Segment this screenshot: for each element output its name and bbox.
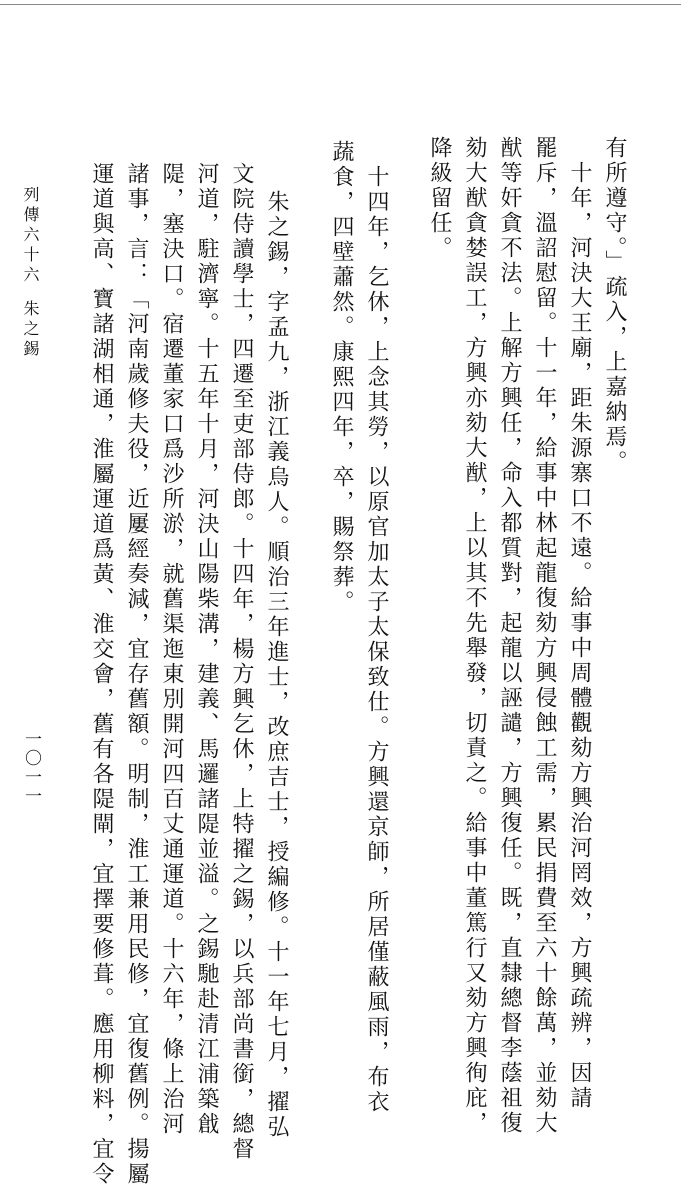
text-column-2: 十年，河決大王廟，距朱源寨口不遠。給事中周體觀劾方興治河罔效，方興疏辨，因請 — [567, 136, 592, 1111]
text-column-10: 文院侍讀學士，四遷至吏部侍郎。十四年，楊方興乞休，上特擢之錫，以兵部尚書銜，總督 — [229, 162, 254, 1162]
text-column-13: 諸事，言：「河南歲修夫役，近屢經奏減，宜存舊額。明制，淮工兼用民修，宜復舊例。揚屬 — [124, 162, 149, 1187]
text-column-14: 運道與高、寶諸湖相通，淮屬運道爲黃、淮交會，舊有各隄閘，宜擇要修葺。應用柳料，宜令 — [89, 162, 114, 1187]
text-column-6: 降級留任。 — [427, 136, 452, 261]
text-column-7: 十四年，乞休，上念其勞，以原官加太子太保致仕。方興還京師，所居僅蔽風雨，布衣 — [364, 140, 389, 1115]
text-column-5: 劾大猷貪婪誤工，方興亦劾大猷，上以其不先舉發，切責之。給事中董篤行又劾方興徇庇， — [462, 136, 487, 1136]
footer-chapter: 列傳六十六 — [21, 186, 40, 286]
document-page — [60, 100, 627, 1187]
text-column-12: 隄，塞決口。宿遷董家口爲沙所淤，就舊渠迤東別開河四百丈通運道。十六年，條上治河 — [159, 162, 184, 1137]
text-column-4: 猷等奸貪不法。上解方興任，命入都質對，起龍以誣譴，方興復任。既，直隸總督李蔭祖復 — [497, 136, 522, 1136]
text-column-1: 有所遵守。」疏入，上嘉納焉。 — [602, 136, 627, 475]
footer-page-number: 一〇一一 — [21, 730, 41, 806]
text-column-8: 蔬食，四壁蕭然。康熙四年，卒，賜祭葬。 — [329, 140, 354, 615]
footer-name: 朱之錫 — [21, 300, 40, 360]
text-column-9: 朱之錫，字孟九，浙江義烏人。順治三年進士，改庶吉士，授編修。十一年七月，擢弘 — [264, 190, 289, 1140]
text-column-3: 罷斥，溫詔慰留。十一年，給事中林起龍復劾方興侵蝕工需，累民捐費至六十餘萬，並劾大 — [532, 136, 557, 1136]
top-border-line — [0, 4, 681, 5]
text-column-11: 河道，駐濟寧。十五年十月，河決山陽柴溝，建義、馬邏諸隄並溢。之錫馳赴清江浦築戧 — [194, 162, 219, 1137]
